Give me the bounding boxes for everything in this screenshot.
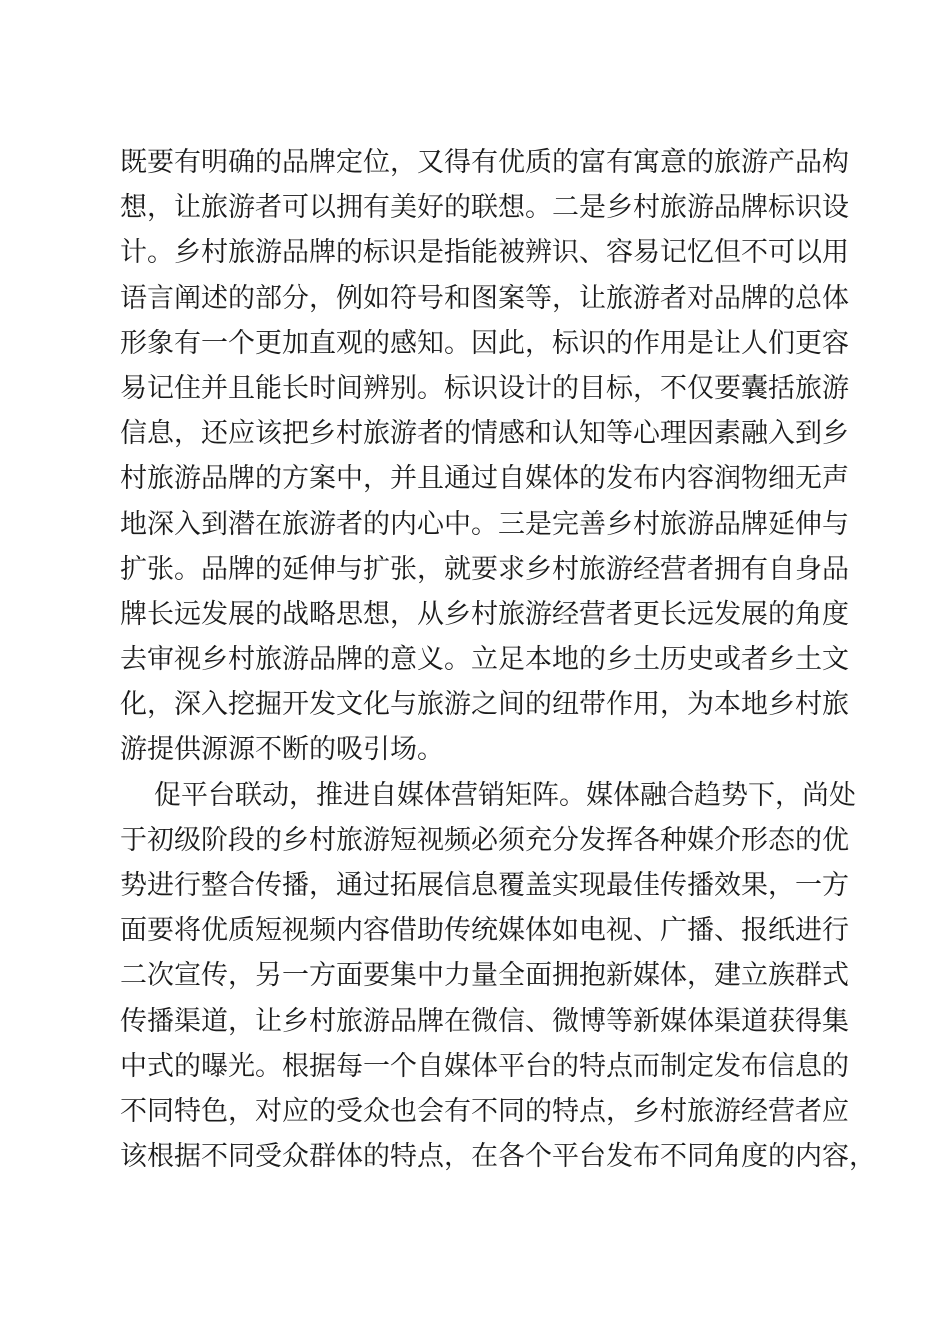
text-line: 化，深入挖掘开发文化与旅游之间的纽带作用，为本地乡村旅 <box>120 689 849 721</box>
text-line: 形象有一个更加直观的感知。因此，标识的作用是让人们更容 <box>120 327 849 359</box>
text-line: 游提供源源不断的吸引场。 <box>120 734 444 766</box>
paragraph-1 <box>120 140 849 773</box>
text-line: 去审视乡村旅游品牌的意义。立足本地的乡土历史或者乡土文 <box>120 644 849 676</box>
text-line: 扩张。品牌的延伸与扩张，就要求乡村旅游经营者拥有自身品 <box>120 553 849 585</box>
text-line: 势进行整合传播，通过拓展信息覆盖实现最佳传播效果，一方 <box>120 870 849 901</box>
text-line: 地深入到潜在旅游者的内心中。三是完善乡村旅游品牌延伸与 <box>120 508 849 540</box>
text-line: 传播渠道，让乡村旅游品牌在微信、微博等新媒体渠道获得集 <box>120 1005 849 1037</box>
text-line: 促平台联动，推进自媒体营销矩阵。媒体融合趋势下，尚处 <box>154 779 856 811</box>
text-line: 信息，还应该把乡村旅游者的情感和认知等心理因素融入到乡 <box>120 418 849 450</box>
text-line: 中式的曝光。根据每一个自媒体平台的特点而制定发布信息的 <box>120 1050 849 1082</box>
text-line: 计。乡村旅游品牌的标识是指能被辨识、容易记忆但不可以用 <box>120 237 849 269</box>
text-line: 语言阐述的部分，例如符号和图案等，让旅游者对品牌的总体 <box>120 282 849 314</box>
paragraph-2 <box>120 773 876 1180</box>
text-line: 既要有明确的品牌定位，又得有优质的富有寓意的旅游产品构 <box>120 147 849 178</box>
text-line: 想，让旅游者可以拥有美好的联想。二是乡村旅游品牌标识设 <box>120 192 849 224</box>
text-line: 牌长远发展的战略思想，从乡村旅游经营者更长远发展的角度 <box>120 598 849 630</box>
text-line: 二次宣传，另一方面要集中力量全面拥抱新媒体，建立族群式 <box>120 960 849 992</box>
body-text <box>120 140 876 1179</box>
text-line: 面要将优质短视频内容借助传统媒体如电视、广播、报纸进行 <box>120 915 849 947</box>
text-line: 村旅游品牌的方案中，并且通过自媒体的发布内容润物细无声 <box>120 463 849 495</box>
text-line: 不同特色，对应的受众也会有不同的特点，乡村旅游经营者应 <box>120 1095 849 1127</box>
text-line: 于初级阶段的乡村旅游短视频必须充分发挥各种媒介形态的优 <box>120 824 849 856</box>
text-line: 易记住并且能长时间辨别。标识设计的目标，不仅要囊括旅游 <box>120 372 849 404</box>
text-line: 该根据不同受众群体的特点，在各个平台发布不同角度的内容， <box>120 1141 876 1173</box>
